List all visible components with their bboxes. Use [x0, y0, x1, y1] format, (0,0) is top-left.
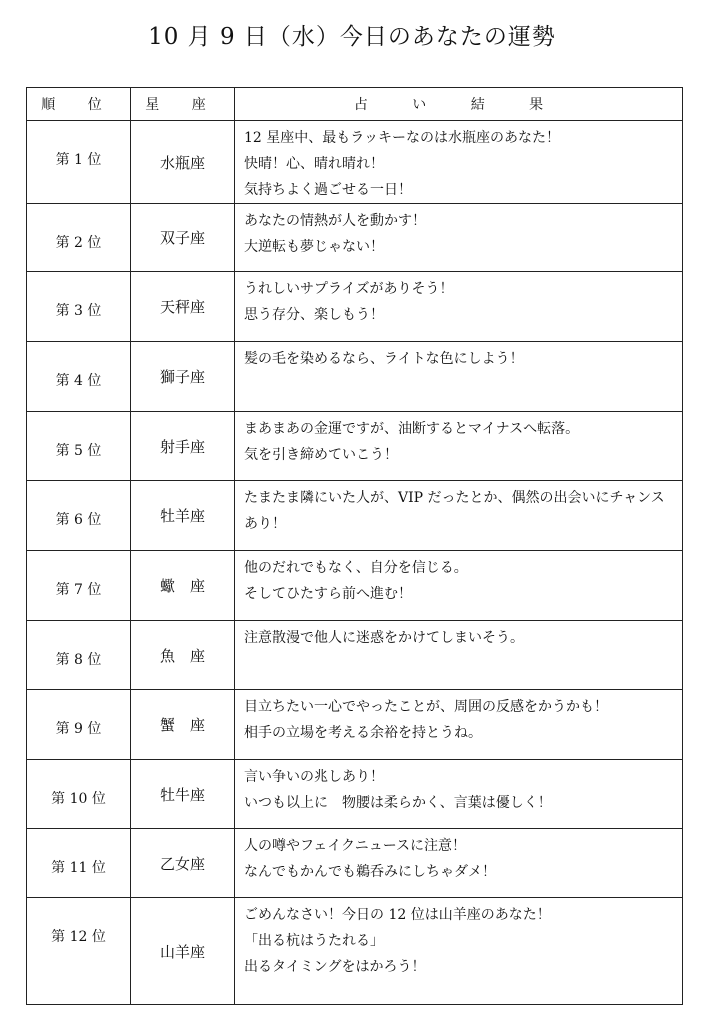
table-row [27, 121, 683, 204]
zodiac-sign-cell: 魚 座 [131, 621, 235, 690]
zodiac-sign-cell: 獅子座 [131, 342, 235, 412]
table-row [27, 412, 683, 481]
rank-cell: 第 9 位 [27, 690, 131, 760]
table-row [27, 690, 683, 760]
fortune-result-cell [235, 342, 683, 412]
fortune-result-line: 目立ちたい一心でやったことが、周囲の反感をかうかも！ [244, 699, 608, 715]
fortune-result-cell [235, 898, 683, 1005]
rank-cell: 第 5 位 [27, 412, 131, 481]
fortune-result-line: 出るタイミングをはかろう！ [244, 959, 426, 975]
rank-cell: 第 8 位 [27, 621, 131, 690]
rank-cell: 第 7 位 [27, 551, 131, 621]
rank-cell: 第 10 位 [27, 760, 131, 829]
zodiac-sign-cell: 水瓶座 [131, 121, 235, 204]
fortune-result-line: 相手の立場を考える余裕を持とうね。 [244, 725, 482, 741]
fortune-result-line: そしてひたすら前へ進む！ [244, 586, 412, 602]
table-row [27, 481, 683, 551]
fortune-result-line: 気を引き締めていこう！ [244, 447, 398, 463]
zodiac-sign-cell: 乙女座 [131, 829, 235, 898]
fortune-result-cell [235, 551, 683, 621]
fortune-result-cell [235, 204, 683, 272]
fortune-result-cell [235, 829, 683, 898]
fortune-result-line: 他のだれでもなく、自分を信じる。 [244, 560, 468, 576]
fortune-result-line: 髪の毛を染めるなら、ライトな色にしよう！ [244, 351, 524, 367]
rank-cell: 第 3 位 [27, 272, 131, 342]
fortune-result-line: いつも以上に 物腰は柔らかく、言葉は優しく！ [244, 795, 552, 811]
header-sign: 星 座 [131, 88, 235, 121]
fortune-result-cell [235, 760, 683, 829]
fortune-table [26, 87, 683, 1005]
page-title: 10 月 9 日（水）今日のあなたの運勢 [148, 24, 556, 50]
table-row [27, 621, 683, 690]
fortune-table-body [27, 121, 683, 1005]
zodiac-sign-cell: 牡羊座 [131, 481, 235, 551]
rank-cell: 第 4 位 [27, 342, 131, 412]
table-row [27, 342, 683, 412]
zodiac-sign-cell: 牡牛座 [131, 760, 235, 829]
fortune-result-line: あなたの情熱が人を動かす！ [244, 213, 426, 229]
zodiac-sign-cell: 双子座 [131, 204, 235, 272]
zodiac-sign-cell: 天秤座 [131, 272, 235, 342]
table-row [27, 204, 683, 272]
table-row [27, 898, 683, 1005]
fortune-result-cell [235, 621, 683, 690]
fortune-result-cell [235, 481, 683, 551]
fortune-result-line: 人の噂やフェイクニュースに注意！ [244, 838, 467, 854]
rank-cell: 第 1 位 [27, 121, 131, 204]
fortune-result-line: なんでもかんでも鵜呑みにしちゃダメ！ [244, 864, 496, 880]
fortune-result-line: 言い争いの兆しあり！ [244, 769, 384, 785]
fortune-result-cell [235, 272, 683, 342]
zodiac-sign-cell: 山羊座 [131, 898, 235, 1005]
table-row [27, 829, 683, 898]
fortune-result-line: ごめんなさい！今日の 12 位は山羊座のあなた！ [244, 907, 551, 923]
fortune-result-line: 注意散漫で他人に迷惑をかけてしまいそう。 [244, 630, 524, 646]
rank-cell: 第 6 位 [27, 481, 131, 551]
table-row [27, 760, 683, 829]
fortune-result-line: 「出る杭はうたれる」 [244, 933, 384, 949]
zodiac-sign-cell: 射手座 [131, 412, 235, 481]
header-row [27, 88, 683, 121]
rank-cell: 第 2 位 [27, 204, 131, 272]
header-result: 占 い 結 果 [235, 88, 683, 121]
fortune-result-line: 思う存分、楽しもう！ [244, 307, 384, 323]
fortune-result-line: まあまあの金運ですが、油断するとマイナスへ転落。 [244, 421, 580, 437]
fortune-result-line: 12 星座中、最もラッキーなのは水瓶座のあなた！ [244, 130, 560, 146]
table-row [27, 272, 683, 342]
rank-cell: 第 11 位 [27, 829, 131, 898]
zodiac-sign-cell: 蟹 座 [131, 690, 235, 760]
fortune-result-line: うれしいサプライズがありそう！ [244, 281, 454, 297]
fortune-result-cell [235, 121, 683, 204]
zodiac-sign-cell: 蠍 座 [131, 551, 235, 621]
fortune-result-line: 快晴！心、晴れ晴れ！ [244, 156, 384, 172]
fortune-result-line: 気持ちよく過ごせる一日！ [244, 182, 412, 198]
fortune-result-cell [235, 690, 683, 760]
rank-cell: 第 12 位 [27, 898, 131, 1005]
fortune-result-line: たまたま隣にいた人が、VIP だったとか、偶然の出会いにチャンスあり！ [244, 490, 665, 532]
table-row [27, 551, 683, 621]
header-rank: 順 位 [27, 88, 131, 121]
fortune-result-cell [235, 412, 683, 481]
fortune-result-line: 大逆転も夢じゃない！ [244, 239, 384, 255]
